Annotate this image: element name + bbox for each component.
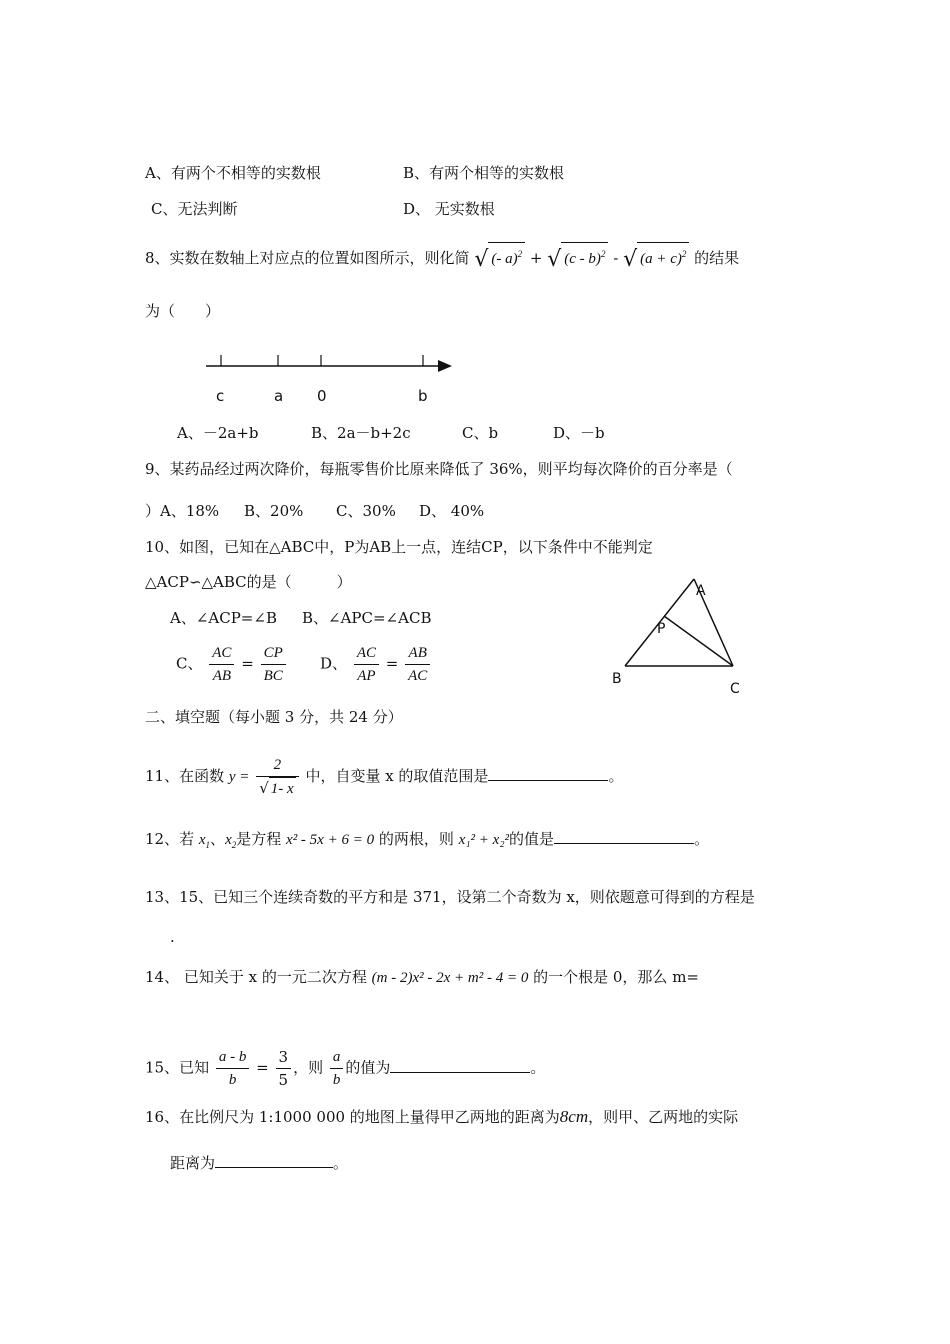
q15-end: 。 [530, 1058, 546, 1077]
q16-answer-blank[interactable] [215, 1153, 333, 1168]
q8-option-c: C、b [462, 424, 499, 442]
sqrt-symbol: √ [547, 247, 562, 272]
q10-line2: △ACP∽△ABC的是（ ） [145, 573, 352, 591]
q8-text-after: 的结果 [694, 249, 740, 267]
axis-label-a: a [274, 387, 284, 405]
q10-c-frac2: $\frac{CP}{BC}$ [261, 642, 286, 687]
q10-d-frac1: $\frac{AC}{AP}$ [354, 642, 379, 687]
q12-prefix: 12、若 [145, 830, 195, 848]
vertex-label-c: C [730, 681, 740, 697]
q11-suffix: 中，自变量 x 的取值范围是 [305, 767, 489, 785]
number-line [200, 350, 460, 380]
q8-option-b: B、2a－b+2c [311, 424, 411, 442]
q9-option-c: C、30% [336, 502, 396, 520]
q12-suffix: 的值是 [509, 830, 555, 848]
q15-mid: ，则 [293, 1058, 324, 1077]
q10-d-frac2: $\frac{AB}{AC}$ [405, 642, 430, 687]
q16-end: 。 [333, 1154, 349, 1172]
q16-line2 [170, 1152, 348, 1174]
q11-y-eq: y = [228, 769, 250, 785]
axis-label-c: c [216, 387, 225, 405]
q10-c-frac1: $\frac{AC}{AB}$ [209, 642, 234, 687]
q9-option-a: ）A、18% [145, 502, 220, 520]
q10-option-b: B、∠APC=∠ACB [302, 609, 432, 627]
sqrt-symbol: √ [623, 247, 638, 272]
q11-end: 。 [608, 767, 624, 785]
q14-prefix: 14、 已知关于 x 的一元二次方程 [145, 968, 367, 986]
vertex-label-a: A [696, 583, 706, 599]
q8-expr1: (- a)$^2$ [488, 242, 525, 270]
q10-option-d [320, 642, 432, 687]
q9-option-d: D、 40% [419, 502, 485, 520]
q8-question [145, 242, 739, 271]
q11-question [145, 754, 623, 800]
q15-frac3: $\frac{a}{b}$ [330, 1046, 344, 1091]
q12-end: 。 [694, 830, 710, 848]
q8-line2: 为（ ） [145, 302, 221, 320]
sqrt-symbol: √ [474, 247, 489, 272]
q9-option-b: B、20% [244, 502, 304, 520]
q7-option-a: A、有两个不相等的实数根 [145, 164, 321, 182]
number-line-arrow [438, 360, 452, 372]
q12-x1: $x_1$ [198, 832, 211, 850]
q14-suffix: 的一个根是 0，那么 m= [533, 968, 699, 986]
q7-option-d: D、 无实数根 [403, 200, 495, 218]
q14-question [145, 966, 699, 989]
q11-answer-blank[interactable] [488, 766, 608, 781]
q12-sep: 、 [210, 830, 226, 848]
q15-prefix: 15、已知 [145, 1058, 210, 1077]
axis-label-0: 0 [317, 387, 327, 405]
q8-expr2: (c - b)$^2$ [561, 242, 608, 270]
q12-question [145, 828, 709, 856]
q9-line1: 9、某药品经过两次降价，每瓶零售价比原来降低了 36%，则平均每次降价的百分率是（ [145, 460, 733, 478]
q11-prefix: 11、在函数 [145, 767, 225, 785]
equals-sign: = [256, 1058, 269, 1077]
section-heading: 二、填空题（每小题 3 分，共 24 分） [145, 708, 403, 726]
q16-prefix: 16、在比例尺为 1:1000 000 的地图上量得甲乙两地的距离为 [145, 1108, 560, 1126]
q8-op-plus: + [529, 249, 543, 267]
q15-answer-blank[interactable] [390, 1058, 530, 1073]
q8-option-d: D、－b [553, 424, 605, 442]
q12-mid: 是方程 [236, 830, 282, 848]
axis-label-b: b [418, 387, 428, 405]
equals-sign: = [241, 654, 254, 673]
q13-line2: . [170, 928, 175, 946]
equals-sign: = [385, 654, 399, 673]
q10-option-c [176, 642, 288, 687]
q8-expr3: $(a + c)^2$ [637, 242, 689, 270]
vertex-label-b: B [612, 671, 622, 687]
q7-option-b: B、有两个相等的实数根 [403, 164, 565, 182]
q13-line1: 13、15、已知三个连续奇数的平方和是 371，设第二个奇数为 x，则依题意可得到的方程是 [145, 888, 755, 906]
q12-mid2: 的两根，则 [378, 830, 454, 848]
q15-suffix: 的值为 [345, 1058, 391, 1077]
q16-line2-prefix: 距离为 [170, 1154, 216, 1172]
q12-equation: x² - 5x + 6 = 0 [286, 832, 375, 848]
q10-line1: 10、如图，已知在△ABC中，P为AB上一点，连结CP，以下条件中不能判定 [145, 538, 653, 556]
q15-question [145, 1046, 545, 1091]
q12-x2: $x_2$ [225, 832, 237, 850]
q8-option-a: A、－2a+b [177, 424, 259, 442]
q8-text-before: 8、实数在数轴上对应点的位置如图所示，则化简 [145, 249, 470, 267]
q10-option-d-label: D、 [320, 654, 348, 673]
q10-option-a: A、∠ACP=∠B [170, 609, 277, 627]
q14-equation: (m - 2)x² - 2x + m² - 4 = 0 [371, 970, 529, 986]
segment-cp [664, 616, 733, 666]
q15-frac1: $\frac{a - b}{b}$ [216, 1046, 250, 1091]
q16-distance: 8cm [559, 1107, 589, 1126]
q12-answer-blank[interactable] [554, 829, 694, 844]
q16-suffix: ，则甲、乙两地的实际 [588, 1108, 739, 1126]
q15-frac2: $\frac{3}{5}$ [276, 1046, 292, 1091]
q11-fraction: $\frac{2}{√ 1- x}$ [256, 754, 298, 800]
q10-option-c-label: C、 [176, 654, 203, 673]
q7-option-c: C、无法判断 [151, 200, 238, 218]
vertex-label-p: P [657, 621, 666, 637]
q12-expression: x₁² + x₂² [458, 832, 510, 848]
q8-op-minus: - [613, 249, 619, 267]
q16-line1 [145, 1106, 738, 1128]
